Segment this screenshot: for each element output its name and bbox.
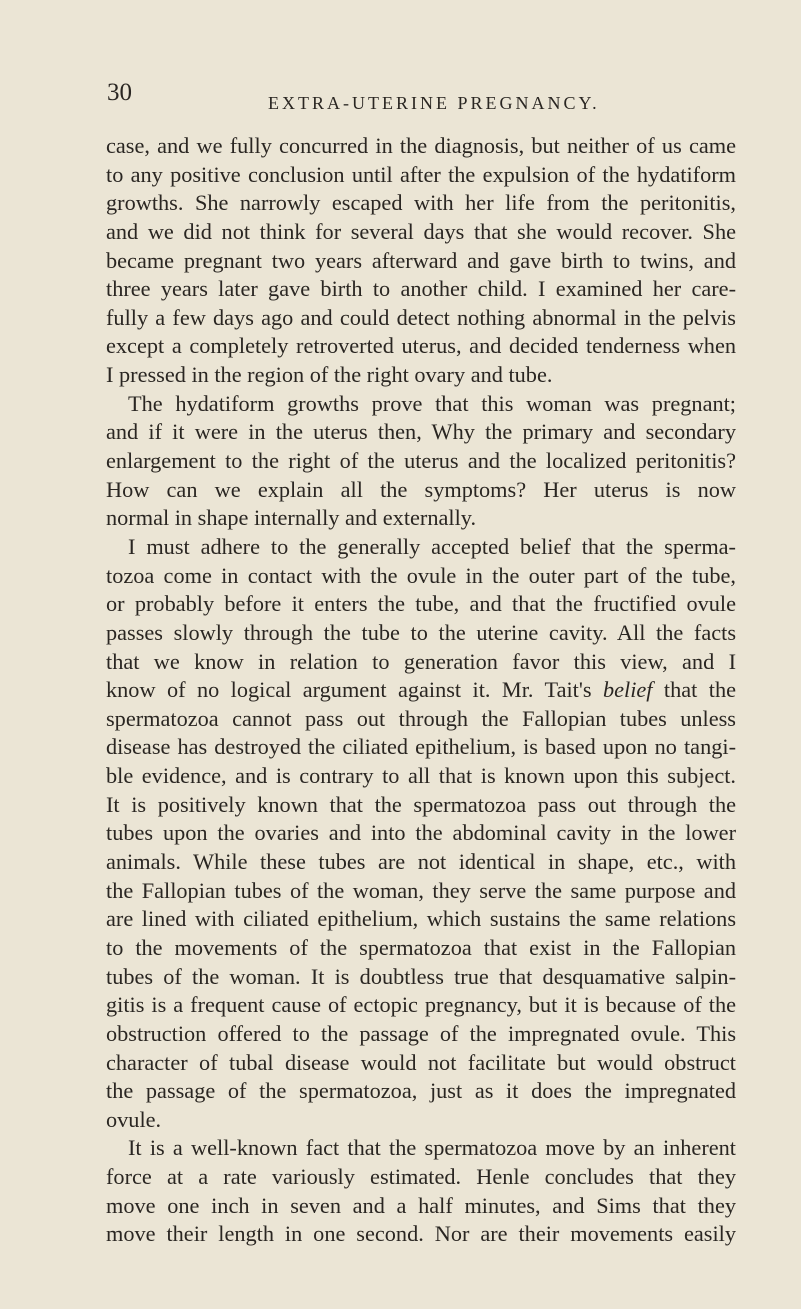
text-line: animals. While these tubes are not identical in shape, etc., with [106, 849, 736, 875]
text-line: spermatozoa cannot pass out through the Fallopian tubes unless [106, 705, 736, 731]
text-line: tozoa come in contact with the ovule in the outer part of the tube, [106, 562, 736, 588]
text-line: tubes of the woman. It is doubtless true that desquamative salpin- [106, 963, 736, 989]
text-line: three years later gave birth to another child. I examined her care- [106, 276, 736, 302]
text-line: character of tubal disease would not facilitate but would obstruct [106, 1049, 736, 1075]
text-line: that we know in relation to generation favor this view, and I [106, 648, 736, 674]
text-line: ble evidence, and is contrary to all that is known upon this subject. [106, 763, 736, 789]
body-text [106, 132, 736, 1249]
text-line: I pressed in the region of the right ovary and tube. [106, 362, 553, 388]
text-line: disease has destroyed the ciliated epithelium, is based upon no tangi- [106, 734, 736, 760]
page-number: 30 [107, 79, 132, 106]
text-line: The hydatiform growths prove that this woman was pregnant; [128, 390, 736, 416]
text-line: normal in shape internally and externally. [106, 505, 477, 531]
text-line: the Fallopian tubes of the woman, they serve the same purpose and [106, 877, 736, 903]
text-line: fully a few days ago and could detect nothing abnormal in the pelvis [106, 304, 736, 330]
text-line: How can we explain all the symptoms? Her uterus is now [106, 476, 736, 502]
text-line: gitis is a frequent cause of ectopic pregnancy, but it is because of the [106, 992, 736, 1018]
text-line: or probably before it enters the tube, and that the fructified ovule [106, 591, 736, 617]
text-line: case, and we fully concurred in the diagnosis, but neither of us came [106, 133, 736, 158]
text-line: are lined with ciliated epithelium, which sustains the same relations [106, 906, 736, 932]
text-line: ovule. [106, 1106, 162, 1132]
text-line: tubes upon the ovaries and into the abdominal cavity in the lower [106, 820, 736, 846]
text-line: the passage of the spermatozoa, just as it does the impregnated [106, 1078, 736, 1104]
text-line: growths. She narrowly escaped with her life from the peritonitis, [106, 190, 736, 216]
text-line: move one inch in seven and a half minutes, and Sims that they [106, 1192, 736, 1218]
text-line: became pregnant two years afterward and gave birth to twins, and [106, 247, 736, 273]
text-line: enlargement to the right of the uterus and the localized peritonitis? [106, 448, 736, 474]
text-line: force at a rate variously estimated. Henle concludes that they [106, 1164, 736, 1190]
text-line: and we did not think for several days that she would recover. She [106, 218, 736, 244]
text-line: and if it were in the uterus then, Why the primary and secondary [106, 419, 736, 445]
text-line: obstruction offered to the passage of the impregnated ovule. This [106, 1020, 736, 1046]
text-line: passes slowly through the tube to the uterine cavity. All the facts [106, 619, 736, 645]
emphasis: belief [602, 677, 653, 703]
running-head: EXTRA-UTERINE PREGNANCY. [268, 93, 600, 113]
text-line: to the movements of the spermatozoa that exist in the Fallopian [106, 934, 736, 960]
text-line: It is a well-known fact that the spermatozoa move by an inherent [128, 1135, 736, 1161]
text-line: except a completely retroverted uterus, and decided tenderness when [106, 333, 736, 359]
text-line: move their length in one second. Nor are their movements easily [106, 1221, 736, 1247]
text-line: know of no logical argument against it. Mr. Tait's belief that the [106, 677, 736, 703]
text-line: I must adhere to the generally accepted belief that the sperma- [128, 533, 736, 559]
text-line: It is positively known that the spermatozoa pass out through the [106, 791, 736, 817]
text-line: to any positive conclusion until after the expulsion of the hydatiform [106, 161, 736, 187]
